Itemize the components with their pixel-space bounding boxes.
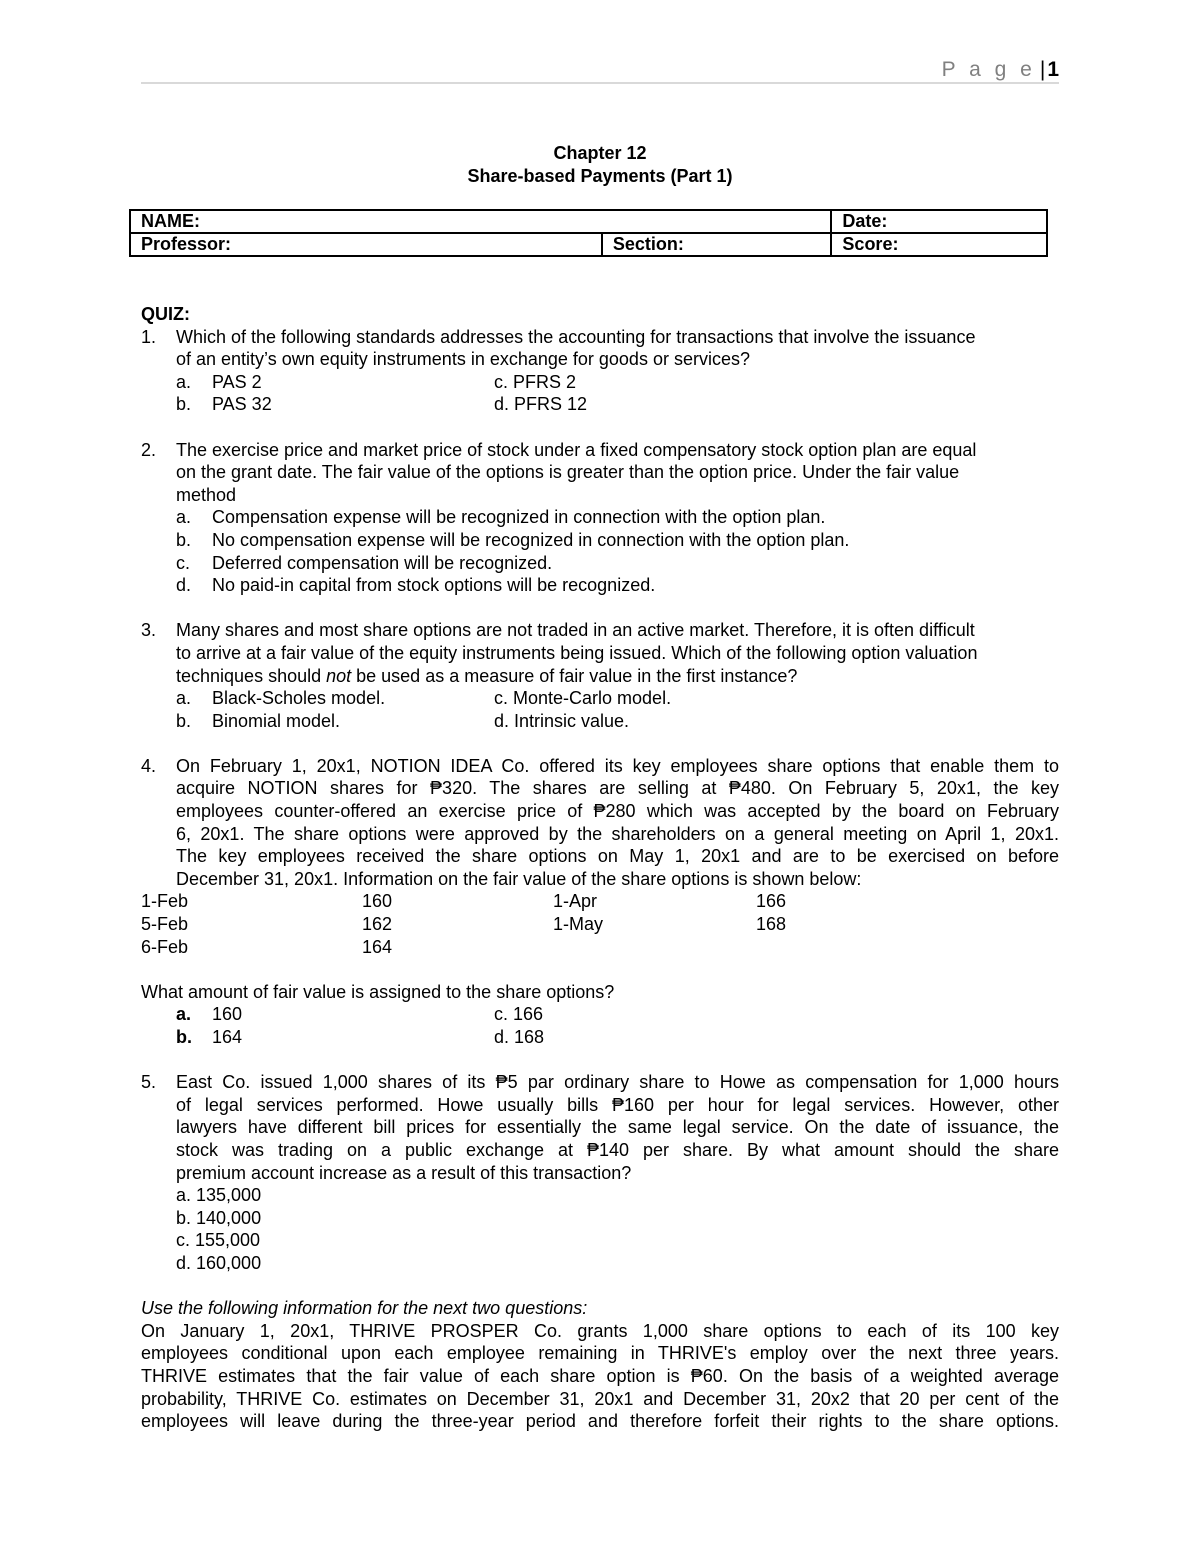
question-number: 3. bbox=[141, 620, 157, 641]
table-cell: 164 bbox=[362, 936, 393, 957]
option-a: a. 135,000 bbox=[176, 1185, 262, 1206]
question-4 bbox=[141, 755, 1059, 891]
table-cell: 1-Feb bbox=[141, 891, 189, 912]
question-2 bbox=[141, 439, 1059, 597]
option-d: d. 160,000 bbox=[176, 1252, 262, 1273]
option-letter: a. bbox=[176, 1004, 192, 1025]
section-field[interactable]: Section: bbox=[602, 233, 832, 256]
option-d: d. Intrinsic value. bbox=[494, 710, 630, 731]
question-text: of an entity’s own equity instruments in exchange for goods or services? bbox=[176, 349, 750, 370]
page-number: 1 bbox=[1047, 58, 1059, 81]
option-d bbox=[176, 574, 1059, 597]
text-segment: techniques should bbox=[176, 665, 327, 686]
quiz-label: QUIZ: bbox=[141, 304, 190, 324]
chapter-title: Chapter 12 bbox=[553, 143, 647, 163]
question-4-prompt: What amount of fair value is assigned to the share options? bbox=[141, 981, 615, 1002]
question-number: 2. bbox=[141, 439, 157, 460]
table-row bbox=[141, 936, 1059, 959]
table-cell: 1-May bbox=[553, 914, 604, 935]
option-d: d. 168 bbox=[494, 1027, 545, 1047]
option-a: Black-Scholes model. bbox=[212, 688, 386, 709]
question-3 bbox=[141, 619, 1059, 732]
question-text: to arrive at a fair value of the equity instruments being issued. Which of the following option valuation bbox=[176, 642, 978, 663]
option-a: 160 bbox=[212, 1004, 243, 1025]
table-cell: 160 bbox=[362, 891, 393, 912]
info-text: employees will leave during the three-year period and therefore forfeit their rights to the share options. bbox=[141, 1411, 1059, 1432]
question-text: Which of the following standards addresses the accounting for transactions that involve the issuance bbox=[176, 326, 976, 347]
option-letter: b. bbox=[176, 394, 192, 415]
page-separator: | bbox=[1039, 58, 1046, 81]
option-letter: d. bbox=[176, 575, 192, 596]
question-text: December 31, 20x1. Information on the fair value of the share options is shown below: bbox=[176, 868, 862, 889]
option-row bbox=[176, 1003, 1059, 1026]
info-block bbox=[141, 1297, 1059, 1433]
score-field[interactable]: Score: bbox=[831, 233, 1047, 256]
title-block bbox=[0, 142, 1200, 187]
question-number: 4. bbox=[141, 755, 157, 776]
question-text: The exercise price and market price of stock under a fixed compensatory stock option plan are equal bbox=[176, 439, 977, 460]
table-cell: 1-Apr bbox=[553, 891, 598, 912]
option-row bbox=[176, 1026, 1059, 1049]
option-b: Binomial model. bbox=[212, 710, 341, 731]
question-number: 5. bbox=[141, 1072, 157, 1093]
option-c: c. PFRS 2 bbox=[494, 371, 577, 392]
date-field[interactable]: Date: bbox=[831, 210, 1047, 233]
option-text: Deferred compensation will be recognized. bbox=[212, 552, 553, 573]
option-b: PAS 32 bbox=[212, 394, 272, 415]
question-1 bbox=[141, 326, 1059, 416]
option-b: 164 bbox=[212, 1027, 243, 1047]
question-text: employees counter-offered an exercise price of ₱280 which was accepted by the board on February bbox=[176, 801, 1059, 822]
table-cell: 168 bbox=[756, 914, 787, 935]
table-cell: 5-Feb bbox=[141, 914, 189, 935]
table-cell: 6-Feb bbox=[141, 936, 189, 957]
option-letter: a. bbox=[176, 507, 192, 528]
option-letter: c. bbox=[176, 552, 191, 573]
info-text: On January 1, 20x1, THRIVE PROSPER Co. grants 1,000 share options to each of its 100 key bbox=[141, 1320, 1059, 1341]
page-header bbox=[141, 58, 1059, 82]
option-text: No paid-in capital from stock options will be recognized. bbox=[212, 575, 656, 596]
option-c: c. 155,000 bbox=[176, 1230, 261, 1251]
option-b bbox=[176, 529, 1059, 552]
option-row bbox=[176, 687, 1059, 710]
table-cell: 162 bbox=[362, 914, 393, 935]
option-text: Compensation expense will be recognized in connection with the option plan. bbox=[212, 507, 826, 528]
question-number: 1. bbox=[141, 326, 157, 347]
info-intro: Use the following information for the next two questions: bbox=[141, 1298, 588, 1319]
table-row bbox=[141, 913, 1059, 936]
option-text: No compensation expense will be recognized in connection with the option plan. bbox=[212, 529, 850, 550]
question-text: of legal services performed. Howe usually bills ₱160 per hour for legal services. However, other bbox=[176, 1094, 1059, 1115]
option-letter: b. bbox=[176, 710, 192, 731]
question-text: method bbox=[176, 484, 237, 505]
option-a: PAS 2 bbox=[212, 371, 262, 392]
emphasis-text: not bbox=[326, 665, 352, 686]
info-text: probability, THRIVE Co. estimates on December 31, 20x1 and December 31, 20x2 that 20 per cent of the bbox=[141, 1388, 1059, 1409]
info-text: THRIVE estimates that the fair value of each share option is ₱60. On the basis of a weighted average bbox=[141, 1365, 1059, 1386]
question-4-options bbox=[141, 1003, 1059, 1048]
option-row bbox=[176, 710, 1059, 733]
text-segment: be used as a measure of fair value in the first instance? bbox=[351, 665, 798, 686]
question-text: On February 1, 20x1, NOTION IDEA Co. offered its key employees share options that enable them to bbox=[176, 755, 1059, 776]
question-text: acquire NOTION shares for ₱320. The shares are selling at ₱480. On February 5, 20x1, the key bbox=[176, 778, 1059, 799]
option-c: c. Monte-Carlo model. bbox=[494, 688, 672, 709]
question-5 bbox=[141, 1071, 1059, 1274]
option-c bbox=[176, 552, 1059, 575]
quiz-content bbox=[141, 303, 1059, 1433]
option-a bbox=[176, 506, 1059, 529]
question-text: East Co. issued 1,000 shares of its ₱5 par ordinary share to Howe as compensation for 1,000 hours bbox=[176, 1072, 1059, 1093]
name-field[interactable]: NAME: bbox=[130, 210, 831, 233]
table-cell bbox=[553, 936, 756, 959]
chapter-subtitle: Share-based Payments (Part 1) bbox=[467, 165, 733, 186]
option-letter: a. bbox=[176, 688, 192, 709]
option-row bbox=[176, 393, 1059, 416]
question-text: The key employees received the share options on May 1, 20x1 and are to be exercised on before bbox=[176, 846, 1059, 867]
table-row bbox=[141, 890, 1059, 913]
option-d: d. PFRS 12 bbox=[494, 394, 588, 415]
student-info-table bbox=[129, 209, 1048, 257]
option-b: b. 140,000 bbox=[176, 1207, 262, 1228]
question-text bbox=[176, 665, 1059, 688]
question-text: stock was trading on a public exchange at ₱140 per share. By what amount should the share bbox=[176, 1139, 1059, 1160]
question-text: Many shares and most share options are not traded in an active market. Therefore, it is often difficult bbox=[176, 620, 975, 641]
option-letter: b. bbox=[176, 1027, 192, 1047]
table-cell: 166 bbox=[756, 891, 787, 912]
option-letter: a. bbox=[176, 371, 192, 392]
option-row bbox=[176, 371, 1059, 394]
question-text: 6, 20x1. The share options were approved by the shareholders on a general meeting on April 1, 20x1. bbox=[176, 823, 1059, 844]
question-text: on the grant date. The fair value of the options is greater than the option price. Under the fair value bbox=[176, 462, 960, 483]
professor-field[interactable]: Professor: bbox=[130, 233, 602, 256]
info-text: employees conditional upon each employee remaining in THRIVE's employ over the next three years. bbox=[141, 1343, 1059, 1364]
header-rule bbox=[141, 82, 1059, 84]
question-text: premium account increase as a result of this transaction? bbox=[176, 1162, 632, 1183]
fair-value-table bbox=[141, 890, 1059, 958]
option-c: c. 166 bbox=[494, 1004, 544, 1025]
option-letter: b. bbox=[176, 529, 192, 550]
page-label: P a g e bbox=[941, 58, 1036, 81]
question-text: lawyers have different bill prices for essentially the same legal service. On the date of issuance, the bbox=[176, 1117, 1059, 1138]
